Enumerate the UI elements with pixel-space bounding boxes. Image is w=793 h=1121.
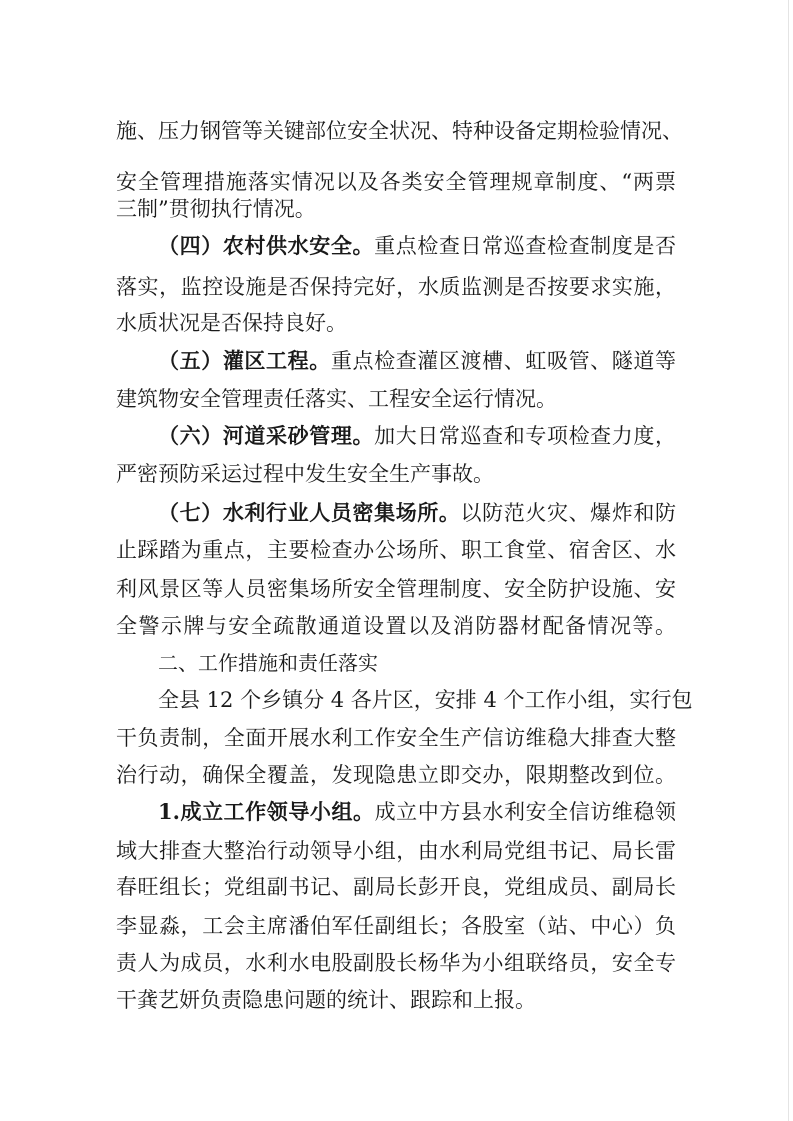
paragraph-line: 春旺组长；党组副书记、副局长彭开良，党组成员、副局长 <box>116 875 676 899</box>
paragraph-line: 安全管理措施落实情况以及各类安全管理规章制度、“两票 <box>116 170 676 194</box>
section-5-first-line <box>158 344 676 378</box>
paragraph-line: 严密预防采运过程中发生安全生产事故。 <box>116 462 494 486</box>
paragraph-line: 李显淼，工会主席潘伯军任副组长；各股室（站、中心）负 <box>116 914 676 938</box>
section-6-text: 加大日常巡查和专项检查力度， <box>374 424 677 448</box>
section-7-first-line <box>158 496 676 530</box>
paragraph-line: 干负责制，全面开展水利工作安全生产信访维稳大排查大整 <box>116 726 676 750</box>
section-4-text: 重点检查日常巡查检查制度是否 <box>374 234 677 258</box>
paragraph-line: 落实，监控设施是否保持完好，水质监测是否按要求实施， <box>116 275 676 299</box>
section-7-label: （七）水利行业人员密集场所。 <box>158 500 461 525</box>
paragraph-line: 全警示牌与安全疏散通道设置以及消防器材配备情况等。 <box>116 614 676 638</box>
paragraph-line: 全县 12 个乡镇分 4 各片区，安排 4 个工作小组，实行包 <box>158 688 693 712</box>
section-6-first-line <box>158 419 676 453</box>
paragraph-line: 利风景区等人员密集场所安全管理制度、安全防护设施、安 <box>116 577 676 601</box>
section-6-label: （六）河道采砂管理。 <box>158 423 375 448</box>
item-1-text: 成立中方县水利安全信访维稳领 <box>374 800 676 824</box>
paragraph-line: 域大排查大整治行动领导小组，由水利局党组书记、局长雷 <box>116 839 676 863</box>
item-1-first-line <box>158 795 676 829</box>
paragraph-line: 责人为成员，水利水电股副股长杨华为小组联络员，安全专 <box>116 951 676 975</box>
paragraph-line: 干龚艺妍负责隐患问题的统计、跟踪和上报。 <box>116 988 536 1012</box>
section-5-text: 重点检查灌区渡槽、虹吸管、隧道等 <box>330 349 677 373</box>
section-4-label: （四）农村供水安全。 <box>158 233 375 258</box>
paragraph-line: 三制”贯彻执行情况。 <box>116 197 316 221</box>
section-heading: 二、工作措施和责任落实 <box>158 651 378 675</box>
section-4-first-line <box>158 229 676 263</box>
paragraph-line: 治行动，确保全覆盖，发现隐患立即交办，限期整改到位。 <box>116 763 676 787</box>
paragraph-line: 施、压力钢管等关键部位安全状况、特种设备定期检验情况、 <box>116 119 683 143</box>
section-7-text: 以防范火灾、爆炸和防 <box>460 501 677 525</box>
section-5-label: （五）灌区工程。 <box>158 348 331 373</box>
item-1-label: 1.成立工作领导小组。 <box>158 799 375 824</box>
page-edge-divider <box>788 0 789 1121</box>
paragraph-line: 止踩踏为重点，主要检查办公场所、职工食堂、宿舍区、水 <box>116 538 676 562</box>
paragraph-line: 水质状况是否保持良好。 <box>116 311 347 335</box>
paragraph-line: 建筑物安全管理责任落实、工程安全运行情况。 <box>116 387 557 411</box>
